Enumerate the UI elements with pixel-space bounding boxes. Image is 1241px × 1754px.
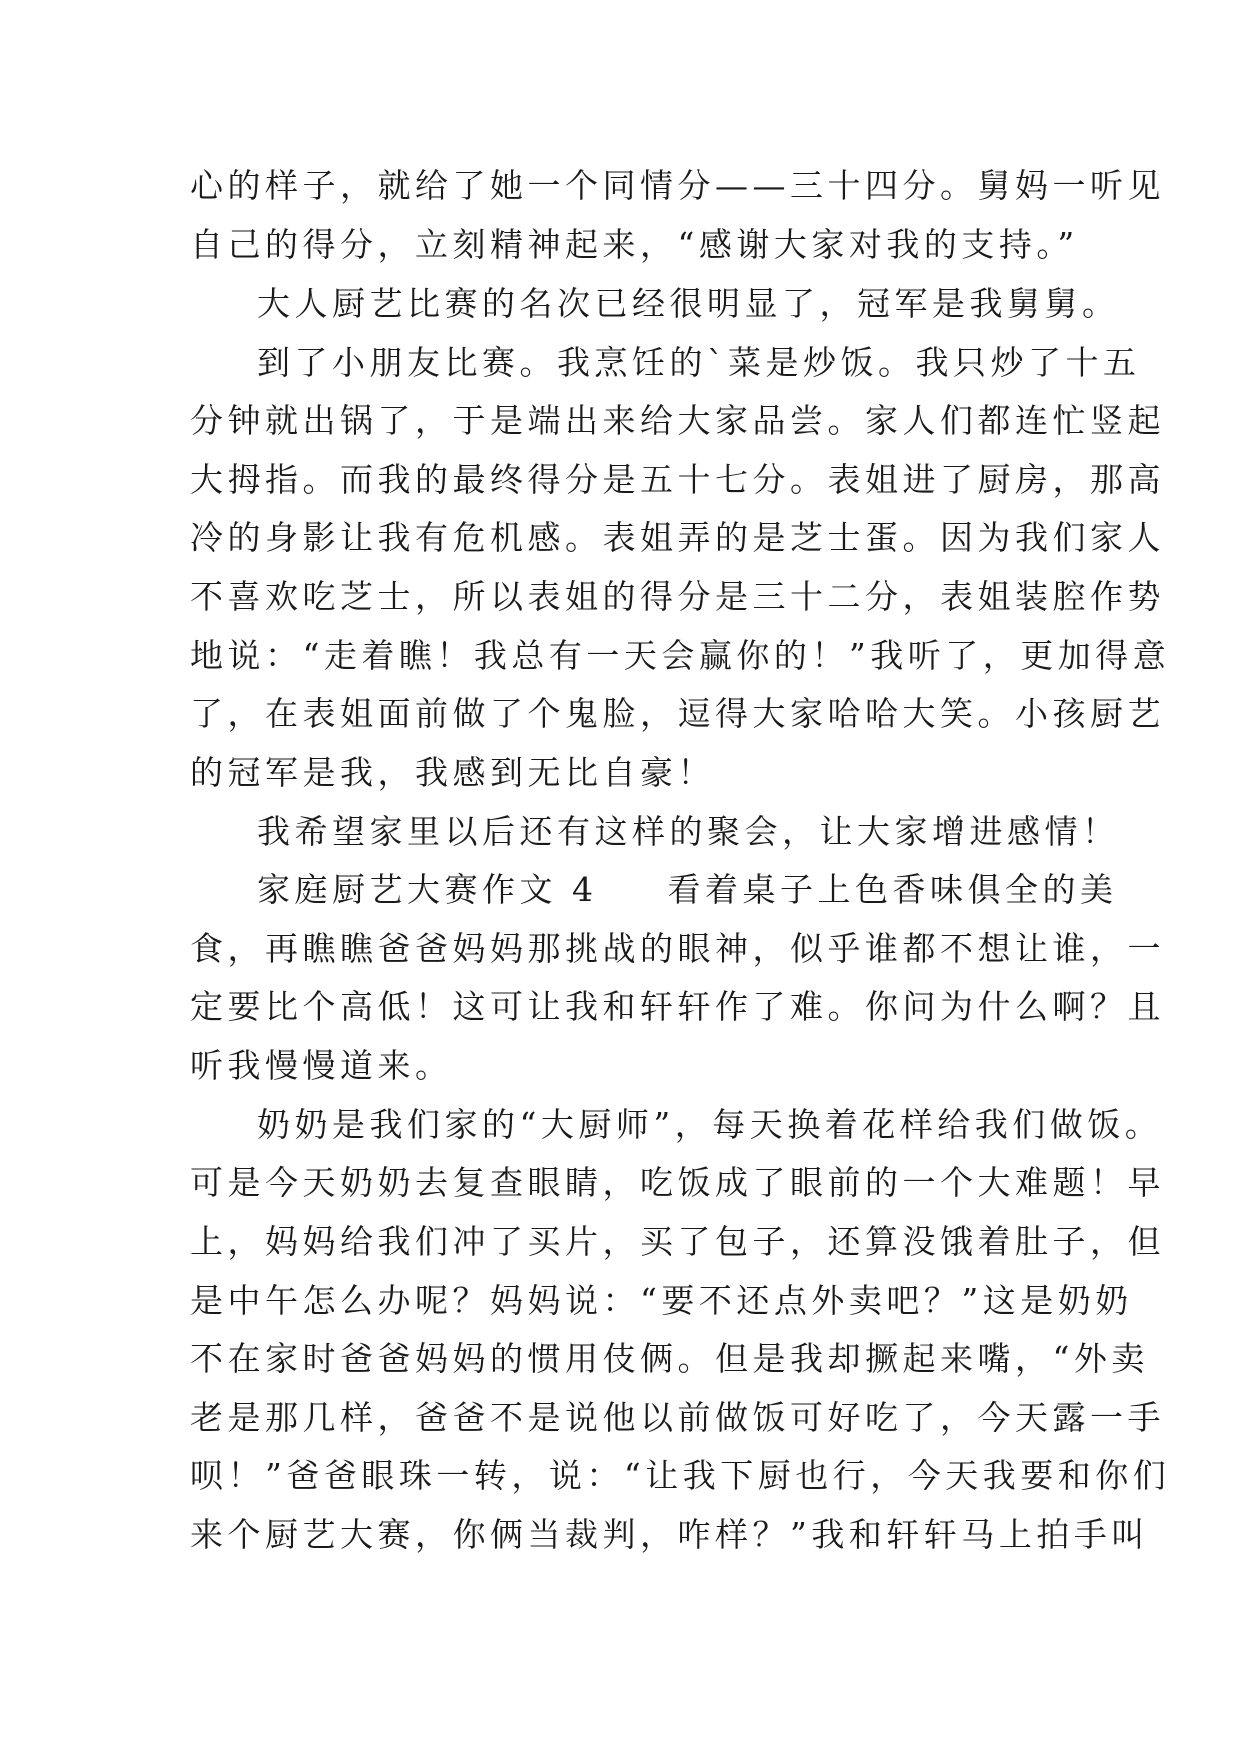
essay-heading-line <box>257 870 1118 910</box>
text-line: 心的样子，就给了她一个同情分——三十四分。舅妈一听见 <box>190 166 1165 205</box>
text-line: 了，在表姐面前做了个鬼脸，逗得大家哈哈大笑。小孩厨艺 <box>190 694 1165 733</box>
text-line: 自己的得分，立刻精神起来，“感谢大家对我的支持。” <box>190 225 1079 264</box>
text-line: 食，再瞧瞧爸爸妈妈那挑战的眼神，似乎谁都不想让谁，一 <box>190 929 1165 968</box>
text-line: 不喜欢吃芝士，所以表姐的得分是三十二分，表姐装腔作势 <box>190 577 1165 616</box>
text-line: 我希望家里以后还有这样的聚会，让大家增进感情！ <box>257 812 1120 851</box>
text-line: 的冠军是我，我感到无比自豪！ <box>190 753 715 792</box>
text-line: 地说：“走着瞧！我总有一天会赢你的！”我听了，更加得意 <box>190 636 1171 675</box>
text-line: 老是那几样，爸爸不是说他以前做饭可好吃了，今天露一手 <box>190 1398 1165 1437</box>
text-line: 可是今天奶奶去复查眼睛，吃饭成了眼前的一个大难题！早 <box>190 1163 1165 1202</box>
text-line: 呗！”爸爸眼珠一转，说：“让我下厨也行，今天我要和你们 <box>190 1456 1171 1495</box>
text-line: 奶奶是我们家的“大厨师”，每天换着花样给我们做饭。 <box>257 1105 1163 1144</box>
text-line: 到了小朋友比赛。我烹饪的`菜是炒饭。我只炒了十五 <box>257 343 1141 382</box>
text-line: 不在家时爸爸妈妈的惯用伎俩。但是我却撅起来嘴，“外卖 <box>190 1339 1149 1378</box>
text-line: 是中午怎么办呢？妈妈说：“要不还点外卖吧？”这是奶奶 <box>190 1281 1133 1320</box>
text-line: 定要比个高低！这可让我和轩轩作了难。你问为什么啊？且 <box>190 987 1165 1026</box>
text-line: 大拇指。而我的最终得分是五十七分。表姐进了厨房，那高 <box>190 460 1165 499</box>
text-line: 大人厨艺比赛的名次已经很明显了，冠军是我舅舅。 <box>257 284 1120 323</box>
text-line: 分钟就出锅了，于是端出来给大家品尝。家人们都连忙竖起 <box>190 401 1165 440</box>
text-line: 听我慢慢道来。 <box>190 1046 453 1085</box>
text-line: 冷的身影让我有危机感。表姐弄的是芝士蛋。因为我们家人 <box>190 518 1165 557</box>
text-line: 看着桌子上色香味俱全的美 <box>667 870 1118 909</box>
text-line: 来个厨艺大赛，你俩当裁判，咋样？”我和轩轩马上拍手叫 <box>190 1515 1149 1554</box>
text-line: 上，妈妈给我们冲了买片，买了包子，还算没饿着肚子，但 <box>190 1222 1165 1261</box>
essay-heading: 家庭厨艺大赛作文 4 <box>257 870 598 909</box>
